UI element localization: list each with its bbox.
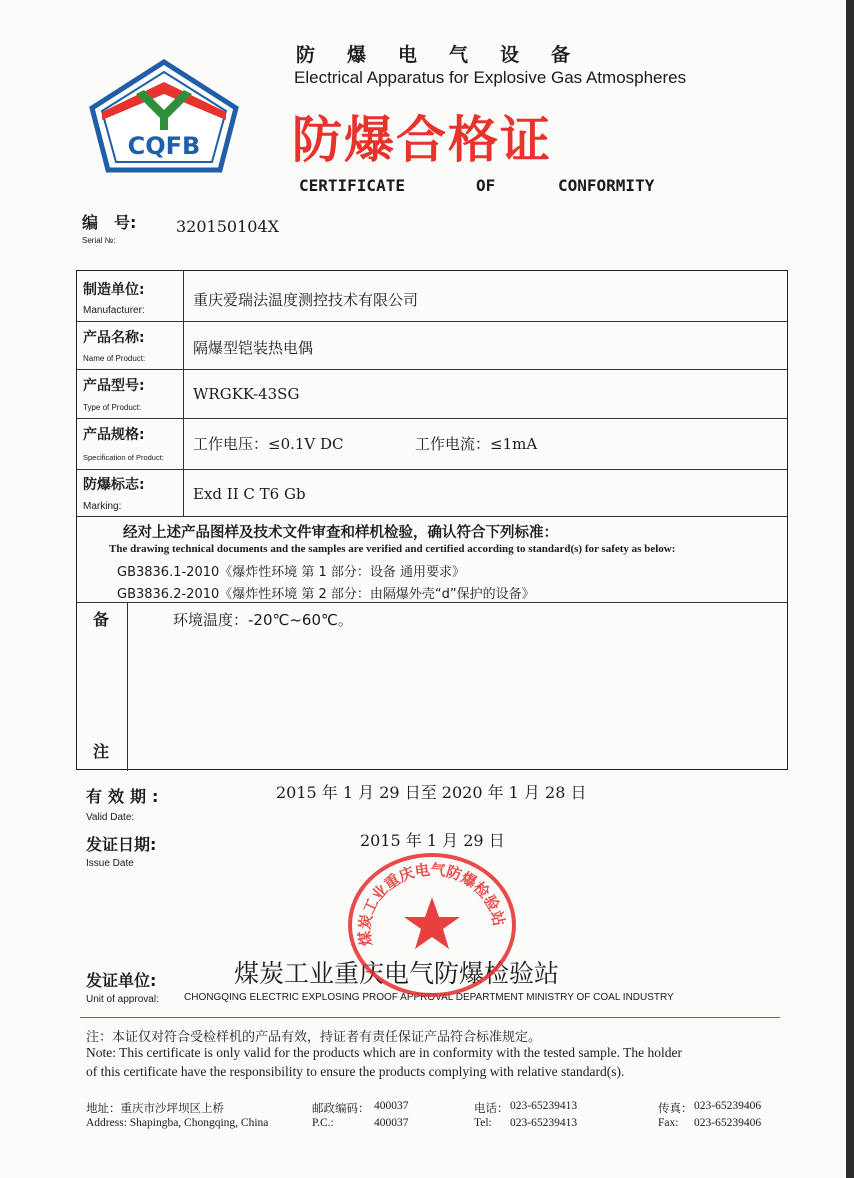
manufacturer-label-en: Manufacturer: bbox=[83, 305, 145, 316]
address-label-en: Address: Shapingba, Chongqing, China bbox=[86, 1117, 269, 1129]
product-type-value: WRGKK-43SG bbox=[193, 385, 300, 403]
note-cn: 注：本证仅对符合受检样机的产品有效，持证者有责任保证产品符合标准规定。 bbox=[86, 1030, 542, 1045]
marking-value: Exd II C T6 Gb bbox=[193, 485, 306, 503]
header-chinese: 防爆电气设备 bbox=[296, 44, 603, 66]
serial-number: 320150104X bbox=[176, 217, 280, 236]
fax-label-cn: 传真： bbox=[658, 1103, 693, 1115]
address-label-cn: 地址：重庆市沙坪坝区上桥 bbox=[86, 1103, 224, 1115]
manufacturer-label-cn: 制造单位: bbox=[83, 282, 145, 298]
specification-label-cn: 产品规格: bbox=[83, 427, 145, 443]
note-en-line-1: Note: This certificate is only valid for the products which are in conformity with the tested sample. The holder bbox=[86, 1045, 682, 1060]
working-current: 工作电流：≤1mA bbox=[415, 435, 538, 453]
manufacturer-value: 重庆爱瑞法温度测控技术有限公司 bbox=[193, 291, 419, 309]
logo-text: CQFB bbox=[127, 132, 201, 160]
unit-label-en: Unit of approval: bbox=[86, 994, 159, 1005]
certificate-table bbox=[76, 270, 788, 770]
fax-value-2: 023-65239406 bbox=[694, 1117, 762, 1129]
remarks-text: 环境温度：-20℃~60℃。 bbox=[173, 611, 353, 629]
phone-value-2: 023-65239413 bbox=[510, 1117, 578, 1129]
product-name-value: 隔爆型铠装热电偶 bbox=[193, 339, 314, 357]
seal-text: 煤炭工业重庆电气防爆检验站 bbox=[355, 860, 509, 948]
remarks-label-top: 备 bbox=[93, 610, 110, 629]
fax-label-en: Fax: bbox=[658, 1117, 679, 1129]
title-en-word-1: CERTIFICATE bbox=[299, 176, 405, 195]
verification-statement-cn: 经对上述产品图样及技术文件审查和样机检验，确认符合下列标准： bbox=[123, 525, 558, 541]
product-name-label-cn: 产品名称: bbox=[83, 330, 145, 346]
title-en-word-3: CONFORMITY bbox=[558, 176, 655, 195]
verification-statement-en: The drawing technical documents and the samples are verified and certified according to standard(s) for safety as below: bbox=[109, 543, 676, 555]
certificate-title: 防爆合格证 bbox=[292, 111, 552, 169]
remarks-label-bottom: 注 bbox=[93, 742, 110, 761]
postcode-label-cn: 邮政编码： bbox=[312, 1103, 370, 1115]
fax-value-1: 023-65239406 bbox=[694, 1100, 762, 1112]
valid-date-label-en: Valid Date: bbox=[86, 812, 135, 823]
unit-name-cn: 煤炭工业重庆电气防爆检验站 bbox=[234, 959, 560, 988]
valid-date-label-cn: 有效期: bbox=[86, 787, 165, 806]
standard-1: GB3836.1-2010《爆炸性环境 第 1 部分：设备 通用要求》 bbox=[117, 565, 466, 580]
postcode-value-1: 400037 bbox=[374, 1100, 409, 1112]
product-name-label-en: Name of Product: bbox=[83, 354, 146, 363]
issue-date-value: 2015 年 1 月 29 日 bbox=[360, 831, 505, 850]
issue-date-label-cn: 发证日期: bbox=[86, 835, 157, 854]
marking-label-en: Marking: bbox=[83, 501, 122, 512]
phone-label-en: Tel: bbox=[474, 1117, 492, 1129]
postcode-label-en: P.C.: bbox=[312, 1117, 334, 1129]
valid-date-value: 2015 年 1 月 29 日至 2020 年 1 月 28 日 bbox=[276, 783, 587, 802]
unit-label-cn: 发证单位: bbox=[86, 971, 157, 990]
serial-label-en: Serial №: bbox=[82, 236, 116, 245]
postcode-value-2: 400037 bbox=[374, 1117, 409, 1129]
issue-date-label-en: Issue Date bbox=[86, 858, 134, 869]
cqfb-logo bbox=[88, 58, 240, 174]
phone-value-1: 023-65239413 bbox=[510, 1100, 578, 1112]
footer-divider bbox=[80, 1017, 780, 1018]
product-type-label-en: Type of Product: bbox=[83, 403, 142, 412]
product-type-label-cn: 产品型号: bbox=[83, 378, 145, 394]
unit-name-en: CHONGQING ELECTRIC EXPLOSING PROOF APPROVAL DEPARTMENT MINISTRY OF COAL INDUSTRY bbox=[184, 992, 674, 1003]
marking-label-cn: 防爆标志: bbox=[83, 477, 145, 493]
phone-label-cn: 电话： bbox=[474, 1103, 509, 1115]
working-voltage: 工作电压：≤0.1V DC bbox=[193, 435, 344, 453]
header-english: Electrical Apparatus for Explosive Gas Atmospheres bbox=[294, 68, 687, 87]
note-en-line-2: of this certificate have the responsibility to ensure the products complying with relative standard(s). bbox=[86, 1064, 625, 1079]
specification-label-en: Specification of Product: bbox=[83, 453, 164, 462]
official-seal bbox=[344, 850, 520, 1000]
title-en-word-2: OF bbox=[476, 176, 496, 195]
standard-2: GB3836.2-2010《爆炸性环境 第 2 部分：由隔爆外壳“d”保护的设备》 bbox=[117, 587, 535, 602]
serial-label-cn: 编 号: bbox=[82, 213, 137, 232]
